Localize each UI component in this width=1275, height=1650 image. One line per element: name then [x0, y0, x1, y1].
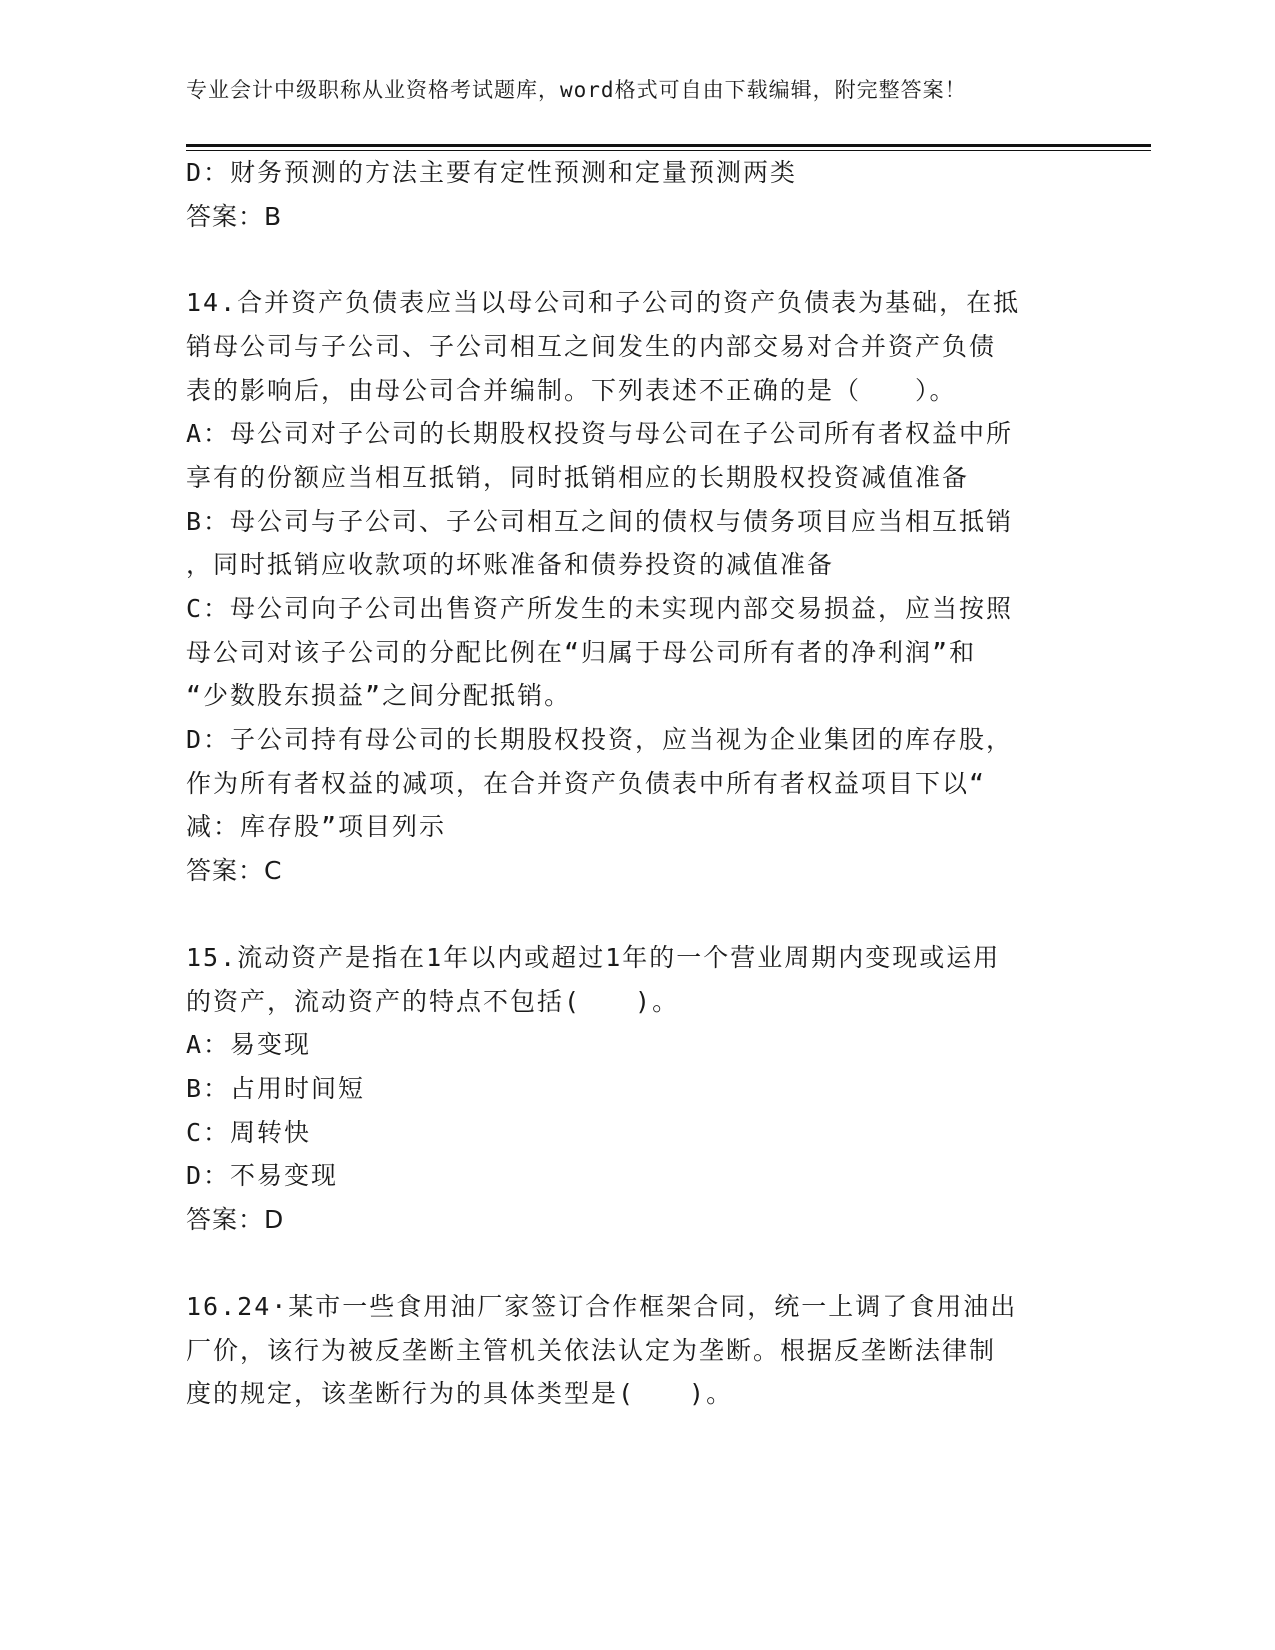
q14-option-b-line-2: ，同时抵销应收款项的坏账准备和债券投资的减值准备 [186, 550, 835, 579]
q14-stem-line-1: 14.合并资产负债表应当以母公司和子公司的资产负债表为基础，在抵 [186, 288, 1021, 317]
q14-stem-line-2: 销母公司与子公司、子公司相互之间发生的内部交易对合并资产负债 [186, 332, 997, 361]
q14-option-a-line-2: 享有的份额应当相互抵销，同时抵销相应的长期股权投资减值准备 [186, 463, 970, 492]
q14-option-d-line-3: 减：库存股”项目列示 [186, 812, 447, 841]
q13-option-d: D：财务预测的方法主要有定性预测和定量预测两类 [186, 158, 798, 187]
header-rule-thick [186, 144, 1151, 147]
q15-option-a: A：易变现 [186, 1030, 312, 1059]
q14-option-c-line-3: “少数股东损益”之间分配抵销。 [186, 681, 572, 710]
q15-option-c: C：周转快 [186, 1118, 312, 1147]
q14-answer: 答案：C [186, 856, 283, 885]
q16-stem-line-1: 16.24·某市一些食用油厂家签订合作框架合同，统一上调了食用油出 [186, 1292, 1018, 1321]
q14-option-b-line-1: B：母公司与子公司、子公司相互之间的债权与债务项目应当相互抵销 [186, 507, 1014, 536]
q14-option-d-line-1: D：子公司持有母公司的长期股权投资，应当视为企业集团的库存股， [186, 725, 1014, 754]
q15-option-d: D：不易变现 [186, 1161, 339, 1190]
q16-stem-line-2: 厂价，该行为被反垄断主管机关依法认定为垄断。根据反垄断法律制 [186, 1336, 997, 1365]
q14-option-c-line-1: C：母公司向子公司出售资产所发生的未实现内部交易损益，应当按照 [186, 594, 1014, 623]
q13-answer: 答案：B [186, 202, 283, 231]
q16-stem-line-3: 度的规定，该垄断行为的具体类型是( )。 [186, 1379, 734, 1408]
q15-stem-line-2: 的资产，流动资产的特点不包括( )。 [186, 987, 680, 1016]
q14-option-c-line-2: 母公司对该子公司的分配比例在“归属于母公司所有者的净利润”和 [186, 638, 977, 667]
header-rule-thin [186, 150, 1151, 151]
q15-option-b: B：占用时间短 [186, 1074, 366, 1103]
q14-option-d-line-2: 作为所有者权益的减项，在合并资产负债表中所有者权益项目下以“ [186, 769, 987, 798]
page-header: 专业会计中级职称从业资格考试题库，word格式可自由下载编辑，附完整答案！ [186, 78, 967, 102]
q14-stem-line-3: 表的影响后，由母公司合并编制。下列表述不正确的是（ ）。 [186, 376, 957, 405]
q15-stem-line-1: 15.流动资产是指在1年以内或超过1年的一个营业周期内变现或运用 [186, 943, 1001, 972]
q15-answer: 答案：D [186, 1205, 285, 1234]
q14-option-a-line-1: A：母公司对子公司的长期股权投资与母公司在子公司所有者权益中所 [186, 419, 1014, 448]
